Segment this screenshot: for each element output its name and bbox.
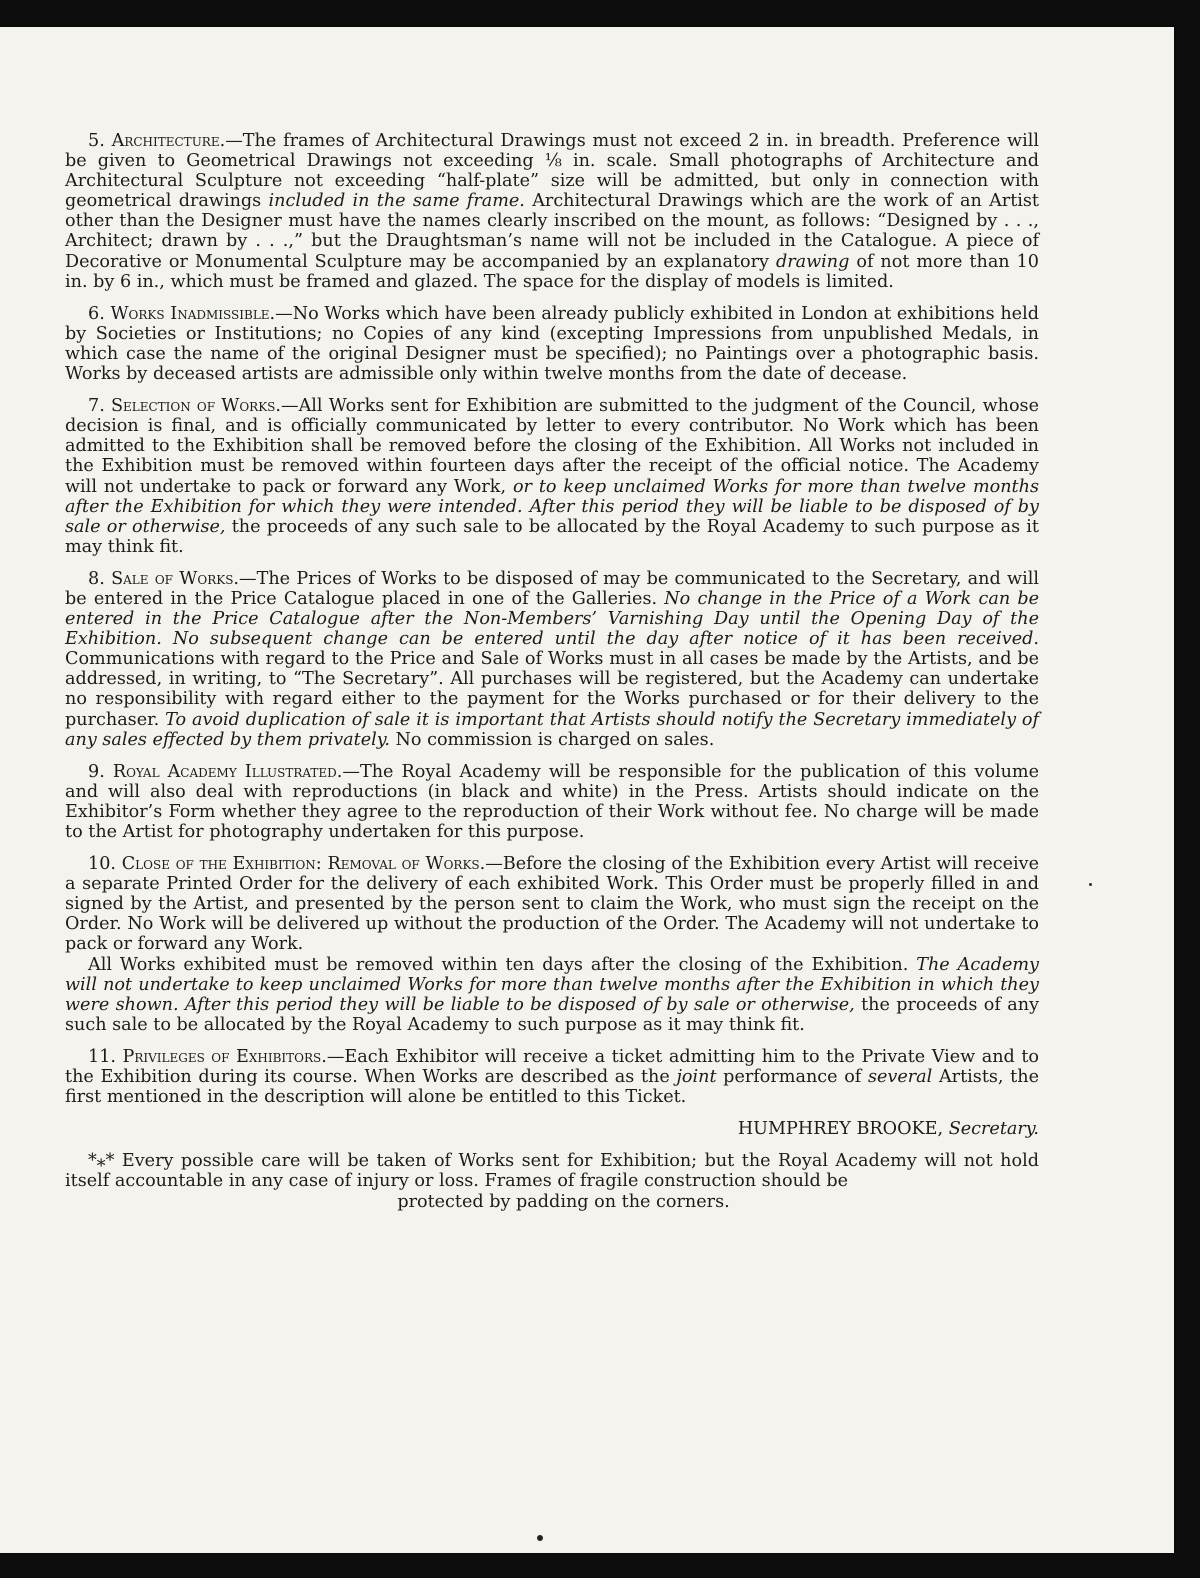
rule-8-sale-of-works: 8. Sale of Works.—The Prices of Works to be disposed of may be communicated to the Secretary, and will be entered in the Price Catalogue placed in one of the Galleries. No change in the Price of a Work can be entered in the Price Catalogue after the Non-Members’ Varnishing Day until the Opening Day of the Exhibition. No subsequent change can be entered until the day after notice of it has been received. Communications with regard to the Price and Sale of Works must in all cases be made by the Artists, and be addressed, in writing, to “The Secretary”. All purchases will be registered, but the Academy can undertake no responsibility with regard either to the payment for the Works purchased or for their delivery to the purchaser. To avoid duplication of sale it is important that Artists should notify the Secretary immediately of any sales effected by them privately. No commission is charged on sales.	[65, 568, 1040, 750]
asterism: *⁎*	[88, 1151, 115, 1172]
rule-5-architecture: 5. Architecture.—The frames of Architectural Drawings must not exceed 2 in. in breadth. Preference will be given to Geometrical Drawings not exceeding ⅛ in. scale. Small photographs of Architecture and Architectural Sculpture not exceeding “half-plate” size will be admitted, but only in connection with geometrical drawings included in the same frame. Architectural Drawings which are the work of an Artist other than the Designer must have the names clearly inscribed on the mount, as follows: “Designed by . . ., Architect; drawn by . . .,” but the Draughtsman’s name will not be included in the Catalogue. A piece of Decorative or Monumental Sculpture may be accompanied by an explanatory drawing of not more than 10 in. by 6 in., which must be framed and glazed. The space for the display of models is limited.	[65, 131, 1039, 292]
rule-heading: 9. Royal Academy Illustrated.	[88, 761, 343, 782]
rule-9-royal-academy-illustrated: 9. Royal Academy Illustrated.—The Royal Academy will be responsible for the publication of this volume and will also deal with reproductions (in black and white) in the Press. Artists should indicate on the Exhibitor’s Form whether they agree to the reproduction of their Work without fee. No charge will be made to the Artist for photography undertaken for this purpose.	[65, 761, 1039, 842]
rule-10-continued: All Works exhibited must be removed within ten days after the closing of the Exhibition. The Academy will not undertake to keep unclaimed Works for more than twelve months after the Exhibition in which they were shown. After this period they will be liable to be disposed of by sale or otherwise, the proceeds of any such sale to be allocated by the Royal Academy to such purpose as it may think fit.	[65, 954, 1040, 1035]
paper-speck	[1089, 883, 1092, 886]
rule-heading: 10. Close of the Exhibition: Removal of Works.	[88, 854, 486, 875]
rule-7-selection-of-works: 7. Selection of Works.—All Works sent for Exhibition are submitted to the judgment of the Council, whose decision is final, and is officially communicated by letter to every contributor. No Work which has been admitted to the Exhibition shall be removed before the closing of the Exhibition. All Works not included in the Exhibition must be removed within fourteen days after the receipt of the official notice. The Academy will not undertake to pack or forward any Work, or to keep unclaimed Works for more than twelve months after the Exhibition for which they were intended. After this period they will be liable to be disposed of by sale or otherwise, the proceeds of any such sale to be allocated by the Royal Academy to such purpose as it may think fit.	[65, 396, 1039, 557]
secretary-signature: HUMPHREY BROOKE, Secretary.	[737, 1119, 1039, 1140]
rule-6-works-inadmissible: 6. Works Inadmissible.—No Works which have been already publicly exhibited in London at exhibitions held by Societies or Institutions; no Copies of any kind (excepting Impressions from unpublished Medals, in which case the name of the original Designer must be specified); no Paintings over a photographic basis. Works by deceased artists are admissible only within twelve months from the date of decease.	[65, 303, 1039, 385]
rule-heading: 5. Architecture.	[88, 131, 226, 151]
rule-heading: 8. Sale of Works.	[88, 568, 240, 589]
page-dot-mark	[537, 1535, 543, 1541]
rule-10-close-of-exhibition: 10. Close of the Exhibition: Removal of Works.—Before the closing of the Exhibition every Artist will receive a separate Printed Order for the delivery of each exhibited Work. This Order must be properly filled in and signed by the Artist, and presented by the person sent to claim the Work, who must sign the receipt on the Order. No Work will be delivered up without the production of the Order. The Academy will not undertake to pack or forward any Work.	[65, 854, 1039, 955]
rule-heading: 7. Selection of Works.	[88, 396, 281, 417]
document-page	[0, 27, 1174, 1553]
rule-11-privileges-of-exhibitors: 11. Privileges of Exhibitors.—Each Exhibitor will receive a ticket admitting him to the Private View and to the Exhibition during its course. When Works are described as the joint performance of several Artists, the first mentioned in the description will alone be entitled to this Ticket.	[65, 1046, 1039, 1108]
rule-heading: 6. Works Inadmissible.	[88, 303, 276, 324]
rules-text	[65, 131, 1039, 1212]
care-notice-last-line: protected by padding on the corners.	[397, 1191, 730, 1212]
rule-heading: 11. Privileges of Exhibitors.	[88, 1046, 327, 1067]
care-notice: *⁎* Every possible care will be taken of Works sent for Exhibition; but the Royal Academy will not hold itself accountable in any case of injury or loss. Frames of fragile construction should be	[65, 1151, 1039, 1192]
